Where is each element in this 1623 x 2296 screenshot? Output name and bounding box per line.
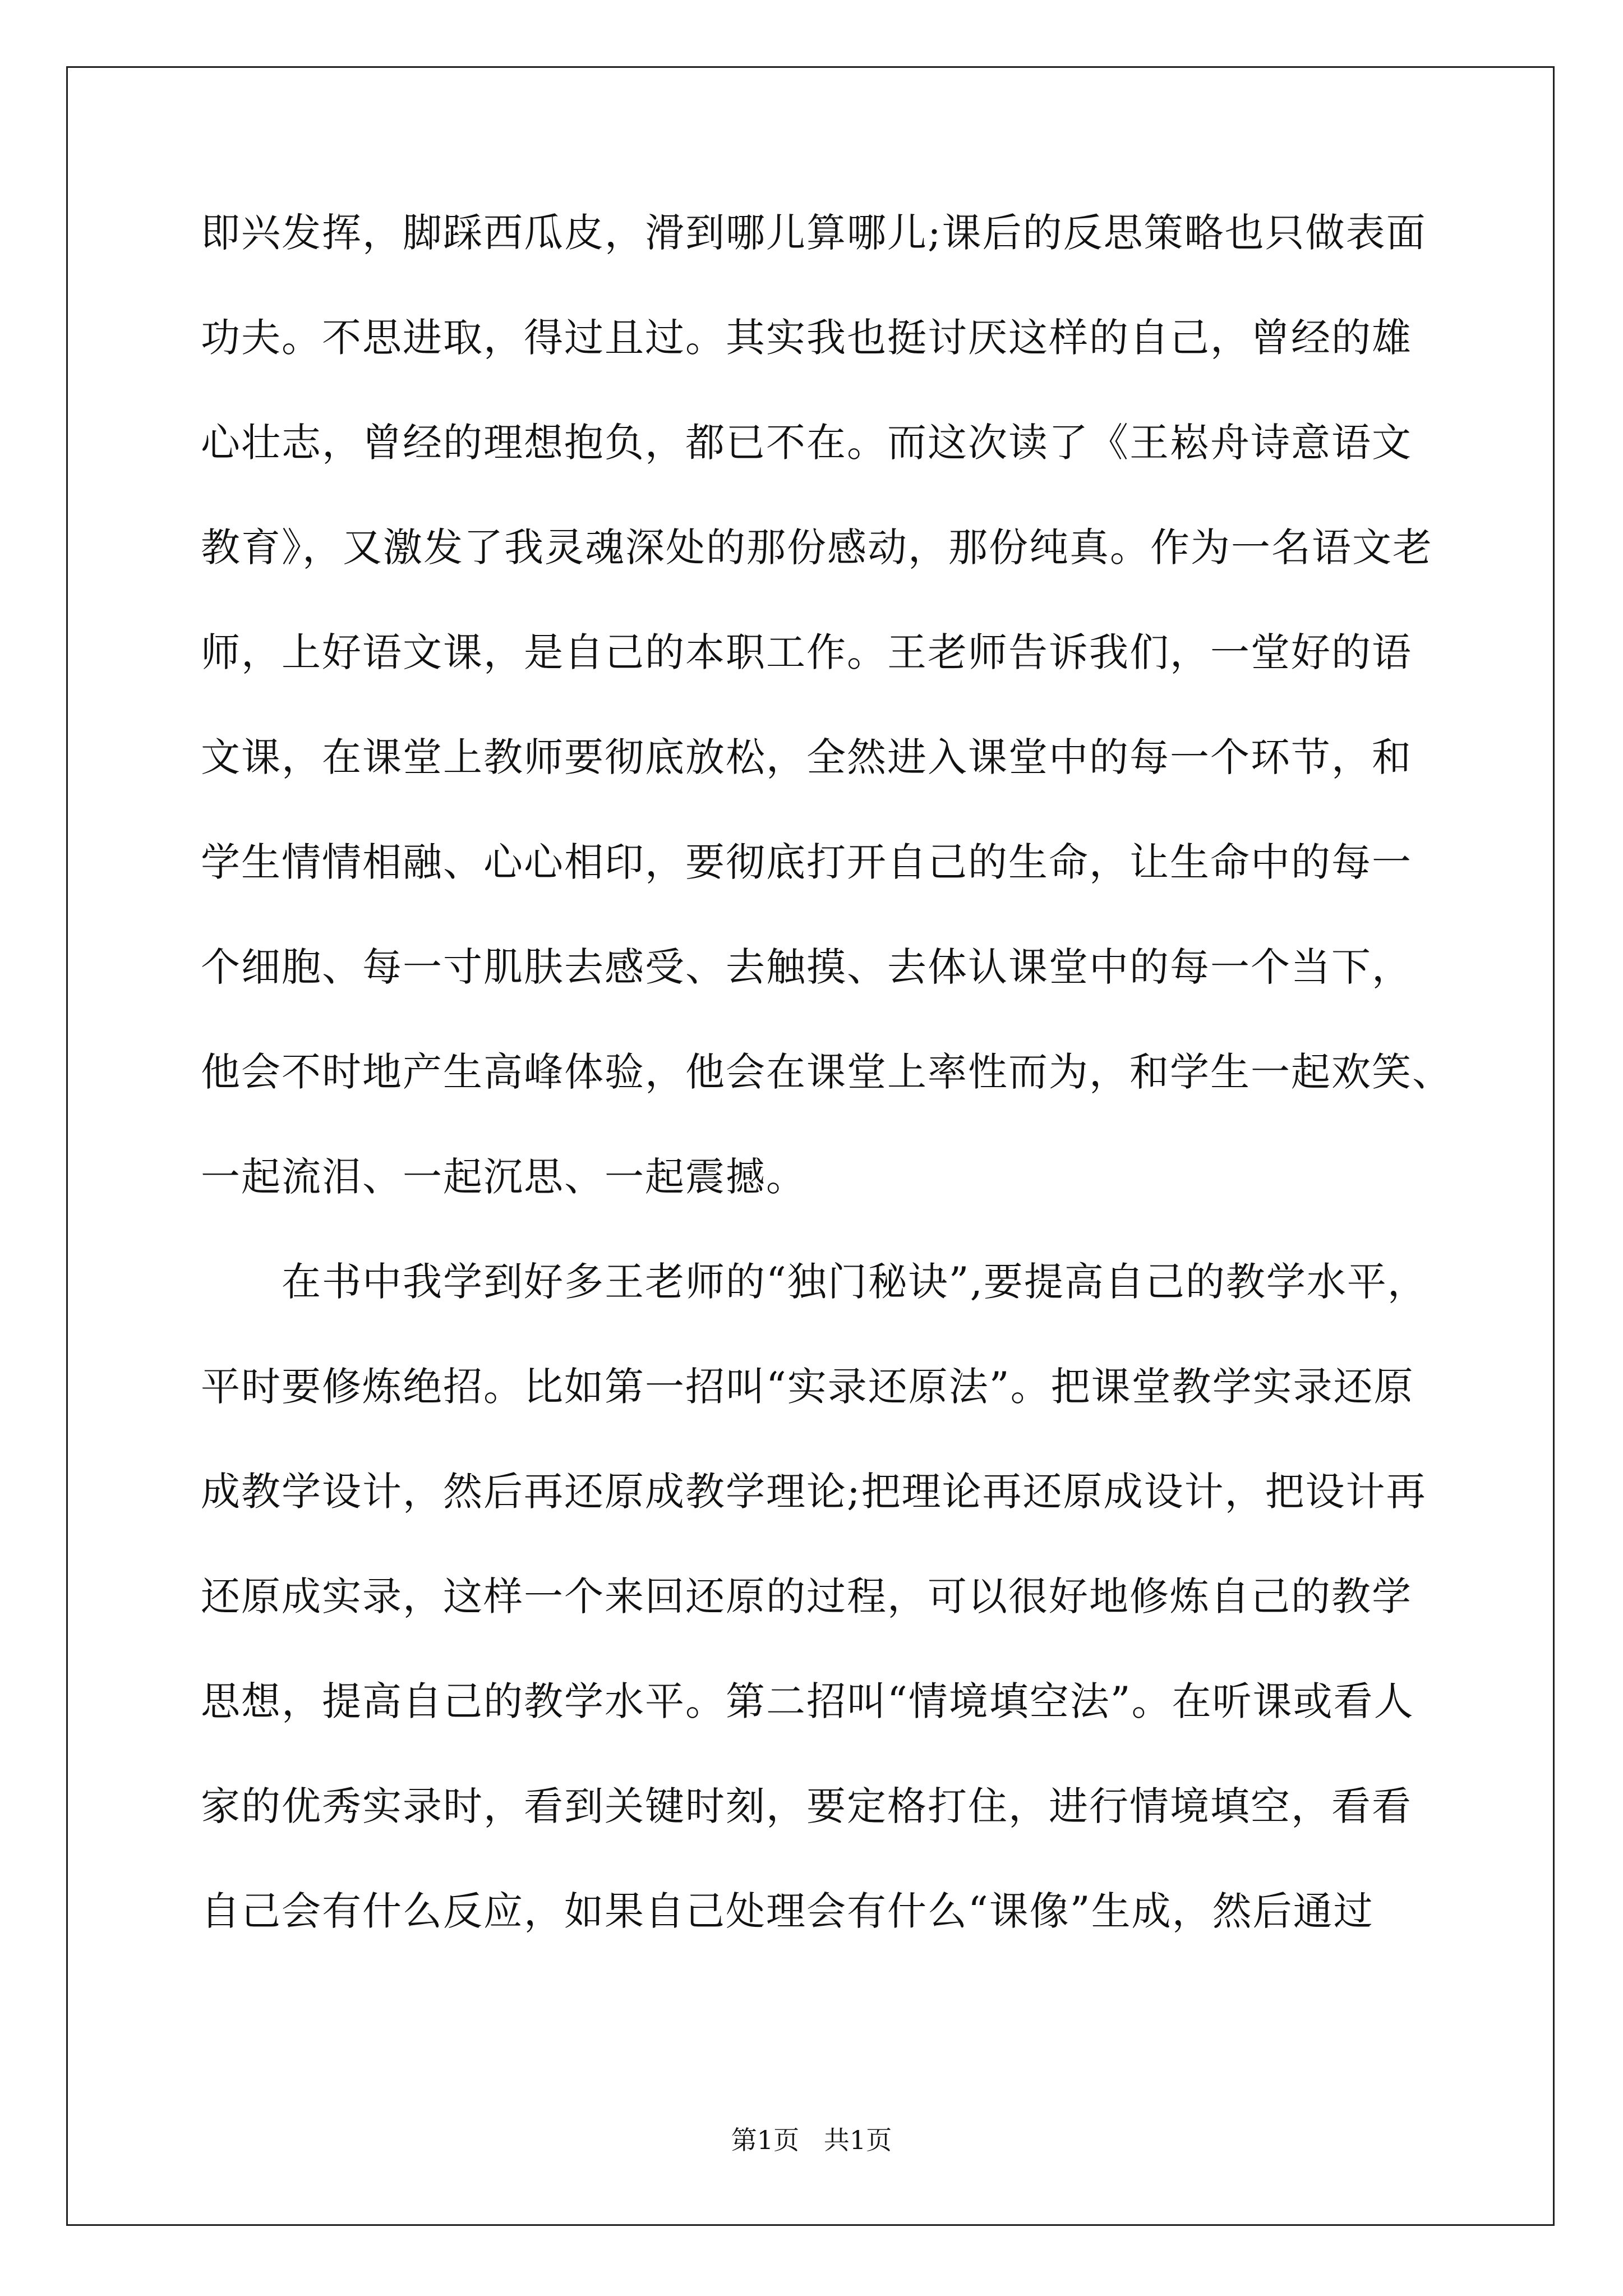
text-line: 自己会有什么反应，如果自己处理会有什么“课像”生成，然后通过 — [201, 1888, 1374, 1934]
text-line: 个细胞、每一寸肌肤去感受、去触摸、去体认课堂中的每一个当下， — [201, 944, 1412, 990]
text-line: 在书中我学到好多王老师的“独门秘诀”,要提高自己的教学水平， — [201, 1259, 1428, 1305]
text-line: 学生情情相融、心心相印，要彻底打开自己的生命，让生命中的每一 — [201, 839, 1412, 885]
text-line: 文课，在课堂上教师要彻底放松，全然进入课堂中的每一个环节，和 — [201, 734, 1412, 780]
text-line: 成教学设计，然后再还原成教学理论;把理论再还原成设计，把设计再 — [201, 1469, 1427, 1515]
text-line: 平时要修炼绝招。比如第一招叫“实录还原法”。把课堂教学实录还原 — [201, 1364, 1414, 1410]
text-line: 家的优秀实录时，看到关键时刻，要定格打住，进行情境填空，看看 — [201, 1783, 1412, 1829]
text-line: 师，上好语文课，是自己的本职工作。王老师告诉我们，一堂好的语 — [201, 629, 1412, 675]
page-footer: 第1页 共1页 — [731, 2125, 892, 2155]
text-line: 教育》，又激发了我灵魂深处的那份感动，那份纯真。作为一名语文老 — [201, 524, 1433, 570]
text-line: 一起流泪、一起沉思、一起震撼。 — [201, 1154, 806, 1200]
text-line: 即兴发挥，脚踩西瓜皮，滑到哪儿算哪儿;课后的反思策略也只做表面 — [201, 210, 1427, 256]
document-body — [201, 210, 1453, 1996]
text-line: 功夫。不思进取，得过且过。其实我也挺讨厌这样的自己，曾经的雄 — [201, 315, 1412, 361]
text-line: 思想，提高自己的教学水平。第二招叫“情境填空法”。在听课或看人 — [201, 1678, 1414, 1724]
text-line: 心壮志，曾经的理想抱负，都已不在。而这次读了《王崧舟诗意语文 — [201, 420, 1412, 466]
text-line: 他会不时地产生高峰体验，他会在课堂上率性而为，和学生一起欢笑、 — [201, 1049, 1453, 1095]
text-line: 还原成实录，这样一个来回还原的过程，可以很好地修炼自己的教学 — [201, 1573, 1412, 1619]
